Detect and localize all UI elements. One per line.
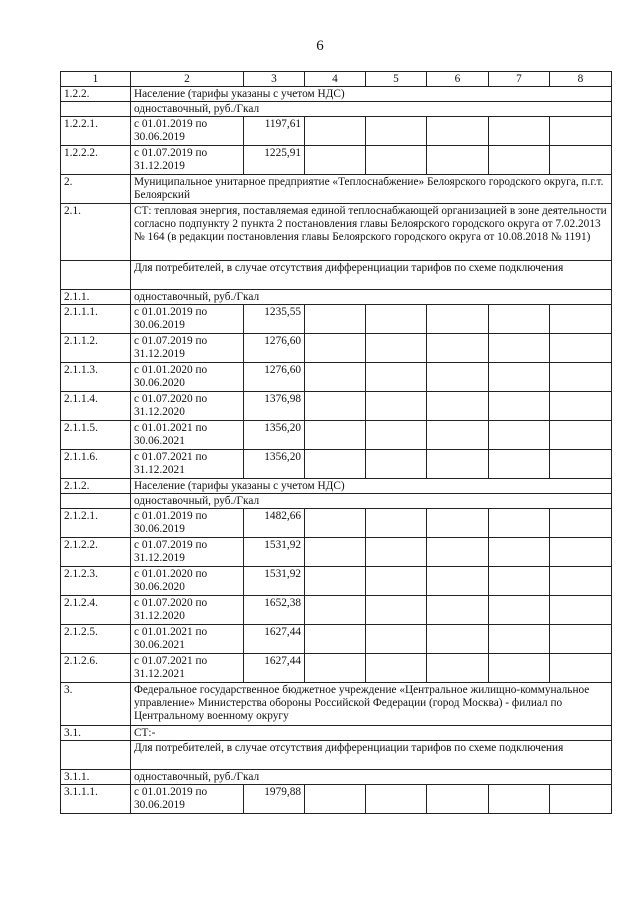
period-cell: с 01.01.2019 по 30.06.2019 — [131, 785, 244, 814]
empty-cell — [305, 363, 366, 392]
empty-cell — [305, 567, 366, 596]
period-cell: с 01.01.2020 по 30.06.2020 — [131, 567, 244, 596]
empty-cell — [550, 146, 612, 175]
empty-cell — [489, 117, 550, 146]
period-cell: с 01.07.2020 по 31.12.2020 — [131, 596, 244, 625]
tariff-table — [60, 71, 612, 814]
empty-cell — [366, 305, 427, 334]
empty-cell — [427, 596, 489, 625]
empty-cell — [489, 785, 550, 814]
empty-cell — [366, 538, 427, 567]
empty-cell — [550, 654, 612, 683]
empty-cell — [305, 654, 366, 683]
empty-cell — [550, 538, 612, 567]
row-number-cell: 2.1.1.2. — [61, 334, 131, 363]
period-cell: с 01.01.2021 по 30.06.2021 — [131, 421, 244, 450]
table-row — [61, 305, 612, 334]
row-number-cell — [61, 494, 131, 509]
tariff-value-cell: 1482,66 — [244, 509, 305, 538]
empty-cell — [427, 654, 489, 683]
period-cell: с 01.07.2021 по 31.12.2021 — [131, 654, 244, 683]
table-row — [61, 87, 612, 102]
row-number-cell: 2.1.1.6. — [61, 450, 131, 479]
empty-cell — [305, 305, 366, 334]
column-header: 6 — [427, 72, 489, 87]
empty-cell — [550, 509, 612, 538]
empty-cell — [550, 392, 612, 421]
table-row — [61, 479, 612, 494]
column-header: 2 — [131, 72, 244, 87]
table-row — [61, 654, 612, 683]
row-description-cell: Население (тарифы указаны с учетом НДС) — [131, 87, 612, 102]
column-header: 7 — [489, 72, 550, 87]
empty-cell — [305, 625, 366, 654]
empty-cell — [550, 785, 612, 814]
table-row — [61, 102, 612, 117]
table-row — [61, 146, 612, 175]
empty-cell — [489, 421, 550, 450]
empty-cell — [489, 567, 550, 596]
empty-cell — [305, 596, 366, 625]
empty-cell — [427, 305, 489, 334]
row-number-cell: 2.1.1.1. — [61, 305, 131, 334]
empty-cell — [550, 625, 612, 654]
row-number-cell: 3. — [61, 683, 131, 726]
empty-cell — [305, 146, 366, 175]
empty-cell — [550, 117, 612, 146]
period-cell: с 01.07.2019 по 31.12.2019 — [131, 146, 244, 175]
row-description-cell: Население (тарифы указаны с учетом НДС) — [131, 479, 612, 494]
empty-cell — [427, 509, 489, 538]
tariff-value-cell: 1652,38 — [244, 596, 305, 625]
period-cell: с 01.07.2021 по 31.12.2021 — [131, 450, 244, 479]
tariff-value-cell: 1276,60 — [244, 363, 305, 392]
tariff-value-cell: 1627,44 — [244, 625, 305, 654]
empty-cell — [366, 567, 427, 596]
empty-cell — [427, 421, 489, 450]
table-row — [61, 741, 612, 770]
empty-cell — [489, 509, 550, 538]
empty-cell — [305, 538, 366, 567]
row-description-cell: одноставочный, руб./Гкал — [131, 494, 612, 509]
tariff-value-cell: 1276,60 — [244, 334, 305, 363]
tariff-value-cell: 1531,92 — [244, 538, 305, 567]
tariff-value-cell: 1235,55 — [244, 305, 305, 334]
table-row — [61, 567, 612, 596]
row-number-cell: 3.1.1.1. — [61, 785, 131, 814]
table-row — [61, 421, 612, 450]
empty-cell — [427, 392, 489, 421]
table-row — [61, 726, 612, 741]
empty-cell — [550, 363, 612, 392]
empty-cell — [427, 334, 489, 363]
empty-cell — [489, 538, 550, 567]
table-row — [61, 596, 612, 625]
column-header: 5 — [366, 72, 427, 87]
empty-cell — [427, 538, 489, 567]
empty-cell — [366, 392, 427, 421]
row-number-cell — [61, 261, 131, 290]
period-cell: с 01.01.2019 по 30.06.2019 — [131, 117, 244, 146]
row-number-cell: 2. — [61, 175, 131, 204]
empty-cell — [366, 117, 427, 146]
empty-cell — [489, 450, 550, 479]
row-description-cell: одноставочный, руб./Гкал — [131, 290, 612, 305]
row-description-cell: Для потребителей, в случае отсутствия дифференциации тарифов по схеме подключения — [131, 741, 612, 770]
column-header: 8 — [550, 72, 612, 87]
row-description-cell: Муниципальное унитарное предприятие «Теплоснабжение» Белоярского городского округа, п.г.т. Белоярский — [131, 175, 612, 204]
empty-cell — [366, 509, 427, 538]
table-row — [61, 363, 612, 392]
page-number: 6 — [316, 38, 324, 54]
table-row — [61, 538, 612, 567]
row-number-cell: 3.1.1. — [61, 770, 131, 785]
empty-cell — [427, 117, 489, 146]
table-row — [61, 261, 612, 290]
empty-cell — [305, 334, 366, 363]
row-number-cell: 2.1.1.3. — [61, 363, 131, 392]
empty-cell — [550, 421, 612, 450]
empty-cell — [550, 596, 612, 625]
period-cell: с 01.01.2021 по 30.06.2021 — [131, 625, 244, 654]
empty-cell — [550, 334, 612, 363]
empty-cell — [366, 450, 427, 479]
header-row — [61, 72, 612, 87]
row-number-cell: 2.1.1.5. — [61, 421, 131, 450]
table-row — [61, 204, 612, 261]
empty-cell — [489, 392, 550, 421]
empty-cell — [305, 421, 366, 450]
period-cell: с 01.01.2019 по 30.06.2019 — [131, 509, 244, 538]
empty-cell — [305, 392, 366, 421]
empty-cell — [366, 785, 427, 814]
row-number-cell — [61, 102, 131, 117]
empty-cell — [366, 596, 427, 625]
tariff-value-cell: 1197,61 — [244, 117, 305, 146]
empty-cell — [366, 654, 427, 683]
table-row — [61, 290, 612, 305]
table-row — [61, 175, 612, 204]
empty-cell — [550, 567, 612, 596]
table-row — [61, 334, 612, 363]
empty-cell — [427, 567, 489, 596]
tariff-value-cell: 1225,91 — [244, 146, 305, 175]
row-description-cell: Федеральное государственное бюджетное учреждение «Центральное жилищно-коммунальное управление» Министерства обороны Российской Федерации (город Москва) - филиал по Центральному военному округу — [131, 683, 612, 726]
table-row — [61, 785, 612, 814]
row-number-cell: 2.1.2.6. — [61, 654, 131, 683]
empty-cell — [305, 785, 366, 814]
row-description-cell: одноставочный, руб./Гкал — [131, 102, 612, 117]
row-number-cell: 2.1.2.5. — [61, 625, 131, 654]
table-row — [61, 683, 612, 726]
empty-cell — [489, 654, 550, 683]
table-row — [61, 117, 612, 146]
row-number-cell — [61, 741, 131, 770]
table-body — [61, 72, 612, 814]
row-number-cell: 3.1. — [61, 726, 131, 741]
tariff-value-cell: 1356,20 — [244, 421, 305, 450]
row-number-cell: 2.1. — [61, 204, 131, 261]
row-number-cell: 1.2.2.2. — [61, 146, 131, 175]
column-header: 1 — [61, 72, 131, 87]
column-header: 4 — [305, 72, 366, 87]
empty-cell — [366, 334, 427, 363]
empty-cell — [366, 146, 427, 175]
row-number-cell: 2.1.2.1. — [61, 509, 131, 538]
row-number-cell: 2.1.2.2. — [61, 538, 131, 567]
empty-cell — [427, 363, 489, 392]
empty-cell — [366, 421, 427, 450]
tariff-value-cell: 1356,20 — [244, 450, 305, 479]
empty-cell — [427, 146, 489, 175]
empty-cell — [427, 625, 489, 654]
table-row — [61, 450, 612, 479]
period-cell: с 01.07.2019 по 31.12.2019 — [131, 538, 244, 567]
row-description-cell: СТ:- — [131, 726, 612, 741]
period-cell: с 01.01.2020 по 30.06.2020 — [131, 363, 244, 392]
table-row — [61, 770, 612, 785]
row-description-cell: Для потребителей, в случае отсутствия дифференциации тарифов по схеме подключения — [131, 261, 612, 290]
empty-cell — [489, 305, 550, 334]
empty-cell — [366, 363, 427, 392]
tariff-value-cell: 1376,98 — [244, 392, 305, 421]
table-row — [61, 494, 612, 509]
row-number-cell: 2.1.1. — [61, 290, 131, 305]
empty-cell — [305, 117, 366, 146]
row-description-cell: одноставочный, руб./Гкал — [131, 770, 612, 785]
empty-cell — [550, 450, 612, 479]
empty-cell — [366, 625, 427, 654]
row-number-cell: 2.1.1.4. — [61, 392, 131, 421]
empty-cell — [427, 785, 489, 814]
row-number-cell: 2.1.2. — [61, 479, 131, 494]
period-cell: с 01.07.2020 по 31.12.2020 — [131, 392, 244, 421]
empty-cell — [489, 146, 550, 175]
row-number-cell: 2.1.2.4. — [61, 596, 131, 625]
tariff-value-cell: 1531,92 — [244, 567, 305, 596]
period-cell: с 01.07.2019 по 31.12.2019 — [131, 334, 244, 363]
table-row — [61, 625, 612, 654]
tariff-value-cell: 1627,44 — [244, 654, 305, 683]
table-row — [61, 392, 612, 421]
row-number-cell: 2.1.2.3. — [61, 567, 131, 596]
empty-cell — [489, 596, 550, 625]
period-cell: с 01.01.2019 по 30.06.2019 — [131, 305, 244, 334]
empty-cell — [427, 450, 489, 479]
column-header: 3 — [244, 72, 305, 87]
tariff-value-cell: 1979,88 — [244, 785, 305, 814]
empty-cell — [305, 450, 366, 479]
table-row — [61, 509, 612, 538]
empty-cell — [550, 305, 612, 334]
empty-cell — [305, 509, 366, 538]
row-number-cell: 1.2.2.1. — [61, 117, 131, 146]
empty-cell — [489, 363, 550, 392]
empty-cell — [489, 625, 550, 654]
empty-cell — [489, 334, 550, 363]
row-description-cell: СТ: тепловая энергия, поставляемая единой теплоснабжающей организацией в зоне деятельности согласно подпункту 2 пункта 2 постановления главы Белоярского городского округа от 7.02.2013 № 164 (в редакции постановления главы Белоярского городского округа от 10.08.2018 № 1191) — [131, 204, 612, 261]
row-number-cell: 1.2.2. — [61, 87, 131, 102]
